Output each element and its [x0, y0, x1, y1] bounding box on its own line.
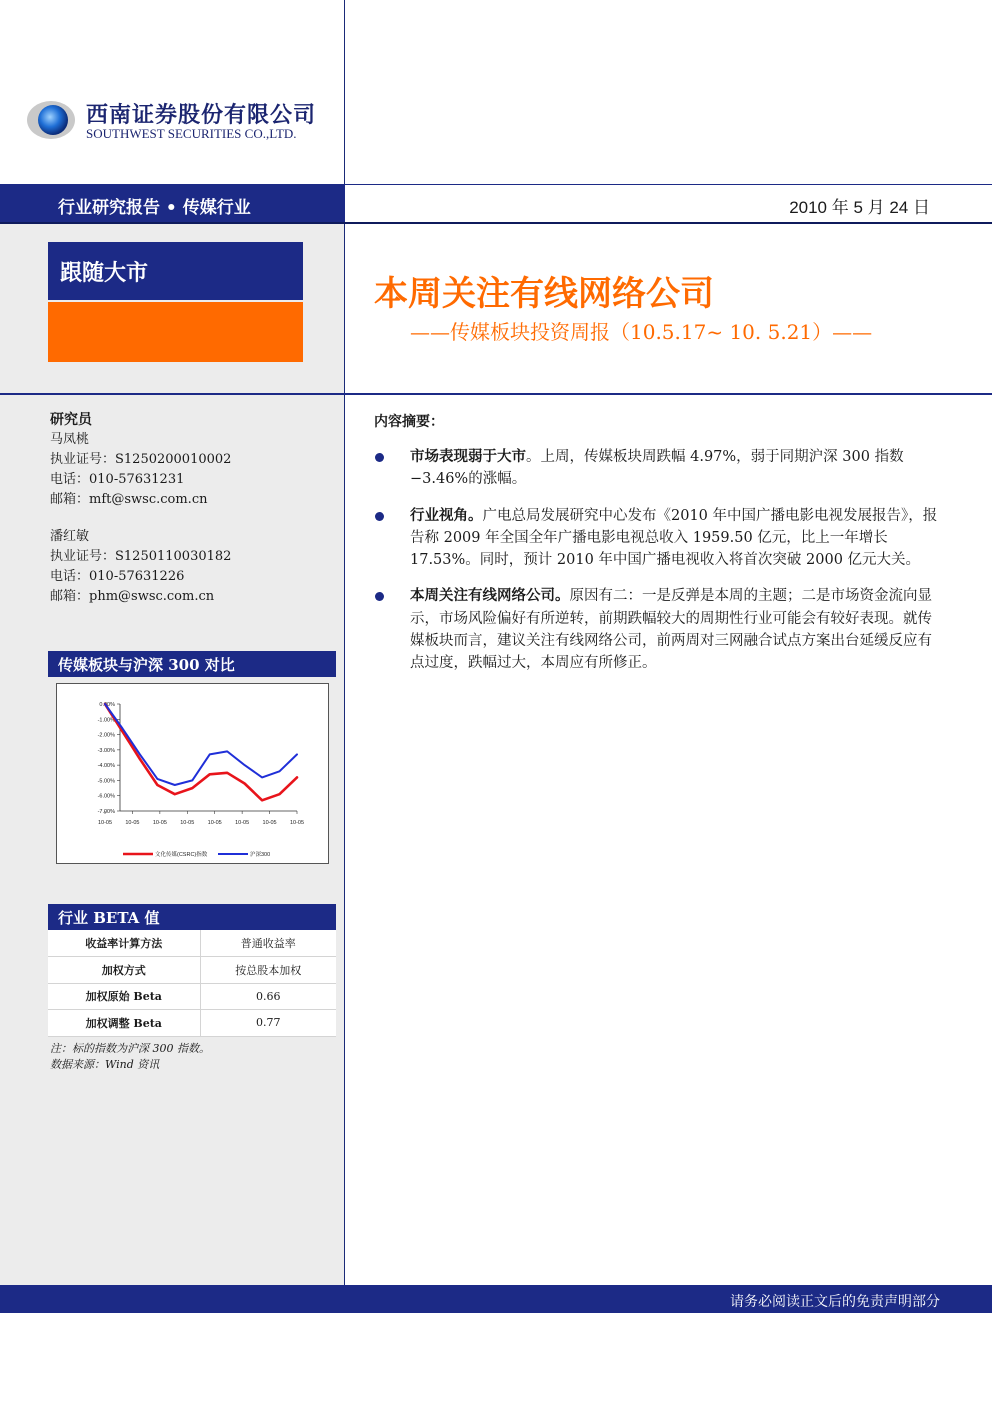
beta-section-heading: 行业 BETA 值: [48, 904, 336, 930]
y-tick-label: -1.00%: [97, 717, 115, 724]
table-row: [48, 1010, 336, 1037]
rating-box: [48, 242, 303, 300]
summary-heading: 内容摘要：: [374, 414, 444, 430]
report-title: 本周关注有线网络公司: [374, 274, 714, 314]
list-item: [372, 505, 944, 572]
company-name-en: SOUTHWEST SECURITIES CO.,LTD.: [86, 126, 297, 141]
bullet-icon: [375, 453, 384, 462]
bullet-lead: 本周关注有线网络公司。: [410, 587, 570, 605]
series-line: [105, 704, 297, 785]
report-date: 2010 年 5 月 24 日: [789, 198, 930, 217]
bullet-lead: 行业视角。: [410, 506, 483, 524]
header-divider: [0, 393, 992, 395]
rating-accent-box: [48, 302, 303, 362]
beta-key: 加权调整 Beta: [48, 1010, 200, 1037]
y-tick-label: -7.00%: [97, 809, 115, 815]
summary-list: [372, 446, 944, 689]
y-tick-label: -3.00%: [97, 747, 115, 754]
beta-source: 数据来源：Wind 资讯: [50, 1058, 160, 1071]
bullet-icon: [375, 592, 384, 601]
bullet-text: 原因有二：一是反弹是本周的主题；二是市场资金流向显示，市场风险偏好有所逆转，前期跌幅较大的周期性行业可能会有较好表现。就传媒板块而言，建议关注有线网络公司，前两周对三网融合试点方案出台延缓反应有点过度，跌幅过大，本周应有所修正。: [410, 588, 932, 672]
table-row: [48, 957, 336, 984]
column-divider-top: [344, 0, 345, 184]
chart-svg: [57, 684, 330, 865]
x-tick-label: 10-05: [262, 820, 277, 826]
company-name-cn: 西南证券股份有限公司: [86, 102, 317, 128]
analyst-heading: 研究员: [50, 412, 92, 428]
legend-label: 文化传媒(CSRC)指数: [155, 852, 208, 858]
company-logo: [26, 98, 346, 148]
disclaimer-link[interactable]: 请务必阅读正文后的免责声明部分: [730, 1294, 940, 1310]
y-tick-label: -6.00%: [97, 793, 115, 800]
bullet-lead: 市场表现弱于大市: [410, 448, 526, 465]
analyst-phone: 电话：010-57631231: [50, 472, 185, 487]
analyst-license: 执业证号：S1250200010002: [50, 452, 232, 467]
beta-key: 加权方式: [48, 957, 200, 984]
analyst-block-2: [50, 527, 231, 607]
report-subtitle: ——传媒板块投资周报（10.5.17~ 10. 5.21）——: [410, 320, 873, 344]
y-tick-label: -5.00%: [97, 778, 115, 785]
beta-table: [48, 930, 336, 1037]
comparison-chart: [56, 683, 329, 864]
beta-value: 0.66: [200, 983, 336, 1010]
beta-key: 收益率计算方法: [48, 930, 200, 957]
x-tick-label: 10-05: [125, 820, 140, 826]
analyst-email[interactable]: 邮箱：phm@swsc.com.cn: [50, 589, 215, 604]
y-tick-label: 0.00%: [99, 702, 115, 708]
x-tick-label: 10-05: [152, 820, 167, 826]
table-row: [48, 930, 336, 957]
bullet-icon: [375, 512, 384, 521]
analyst-name: 潘红敏: [50, 529, 90, 544]
analyst-name: 马凤桃: [50, 432, 90, 447]
bullet-text: 广电总局发展研究中心发布《2010 年中国广播电影电视发展报告》，报告称 2009 年全国全年广播电影电视总收入 1959.50 亿元，比上一年增长 17.53%。同时，预计 2010 年中国广播电视收入将首次突破 2000 亿元大关。: [410, 507, 938, 569]
beta-value: 普通收益率: [200, 930, 336, 957]
beta-value: 0.77: [200, 1010, 336, 1037]
analyst-email[interactable]: 邮箱：mft@swsc.com.cn: [50, 492, 208, 507]
y-tick-label: -4.00%: [97, 763, 115, 770]
x-tick-label: 10-05: [180, 820, 195, 826]
x-tick-label: 10-05: [207, 820, 222, 826]
chart-section-heading: 传媒板块与沪深 300 对比: [48, 651, 336, 677]
beta-value: 按总股本加权: [200, 957, 336, 984]
rating-label: 跟随大市: [60, 260, 149, 286]
globe-icon: [26, 100, 76, 140]
table-row: [48, 983, 336, 1010]
y-tick-label: -2.00%: [97, 732, 115, 739]
legend-label: 沪深300: [250, 852, 271, 858]
report-category: 行业研究报告 • 传媒行业: [58, 198, 251, 218]
list-item: [372, 446, 944, 491]
column-divider-main: [344, 224, 345, 1285]
x-tick-label: 10-05: [97, 820, 113, 826]
bullet-text: 。上周，传媒板块周跌幅 4.97%，弱于同期沪深 300 指数 −3.46%的涨幅。: [410, 449, 904, 488]
series-line: [105, 704, 297, 800]
x-tick-label: 10-05: [235, 820, 250, 826]
beta-note: 注：标的指数为沪深 300 指数。: [50, 1042, 210, 1055]
analyst-block-1: [50, 410, 231, 510]
x-tick-label: 10-05: [289, 820, 305, 826]
beta-key: 加权原始 Beta: [48, 983, 200, 1010]
analyst-phone: 电话：010-57631226: [50, 569, 185, 584]
analyst-license: 执业证号：S1250110030182: [50, 549, 232, 564]
list-item: [372, 585, 944, 674]
